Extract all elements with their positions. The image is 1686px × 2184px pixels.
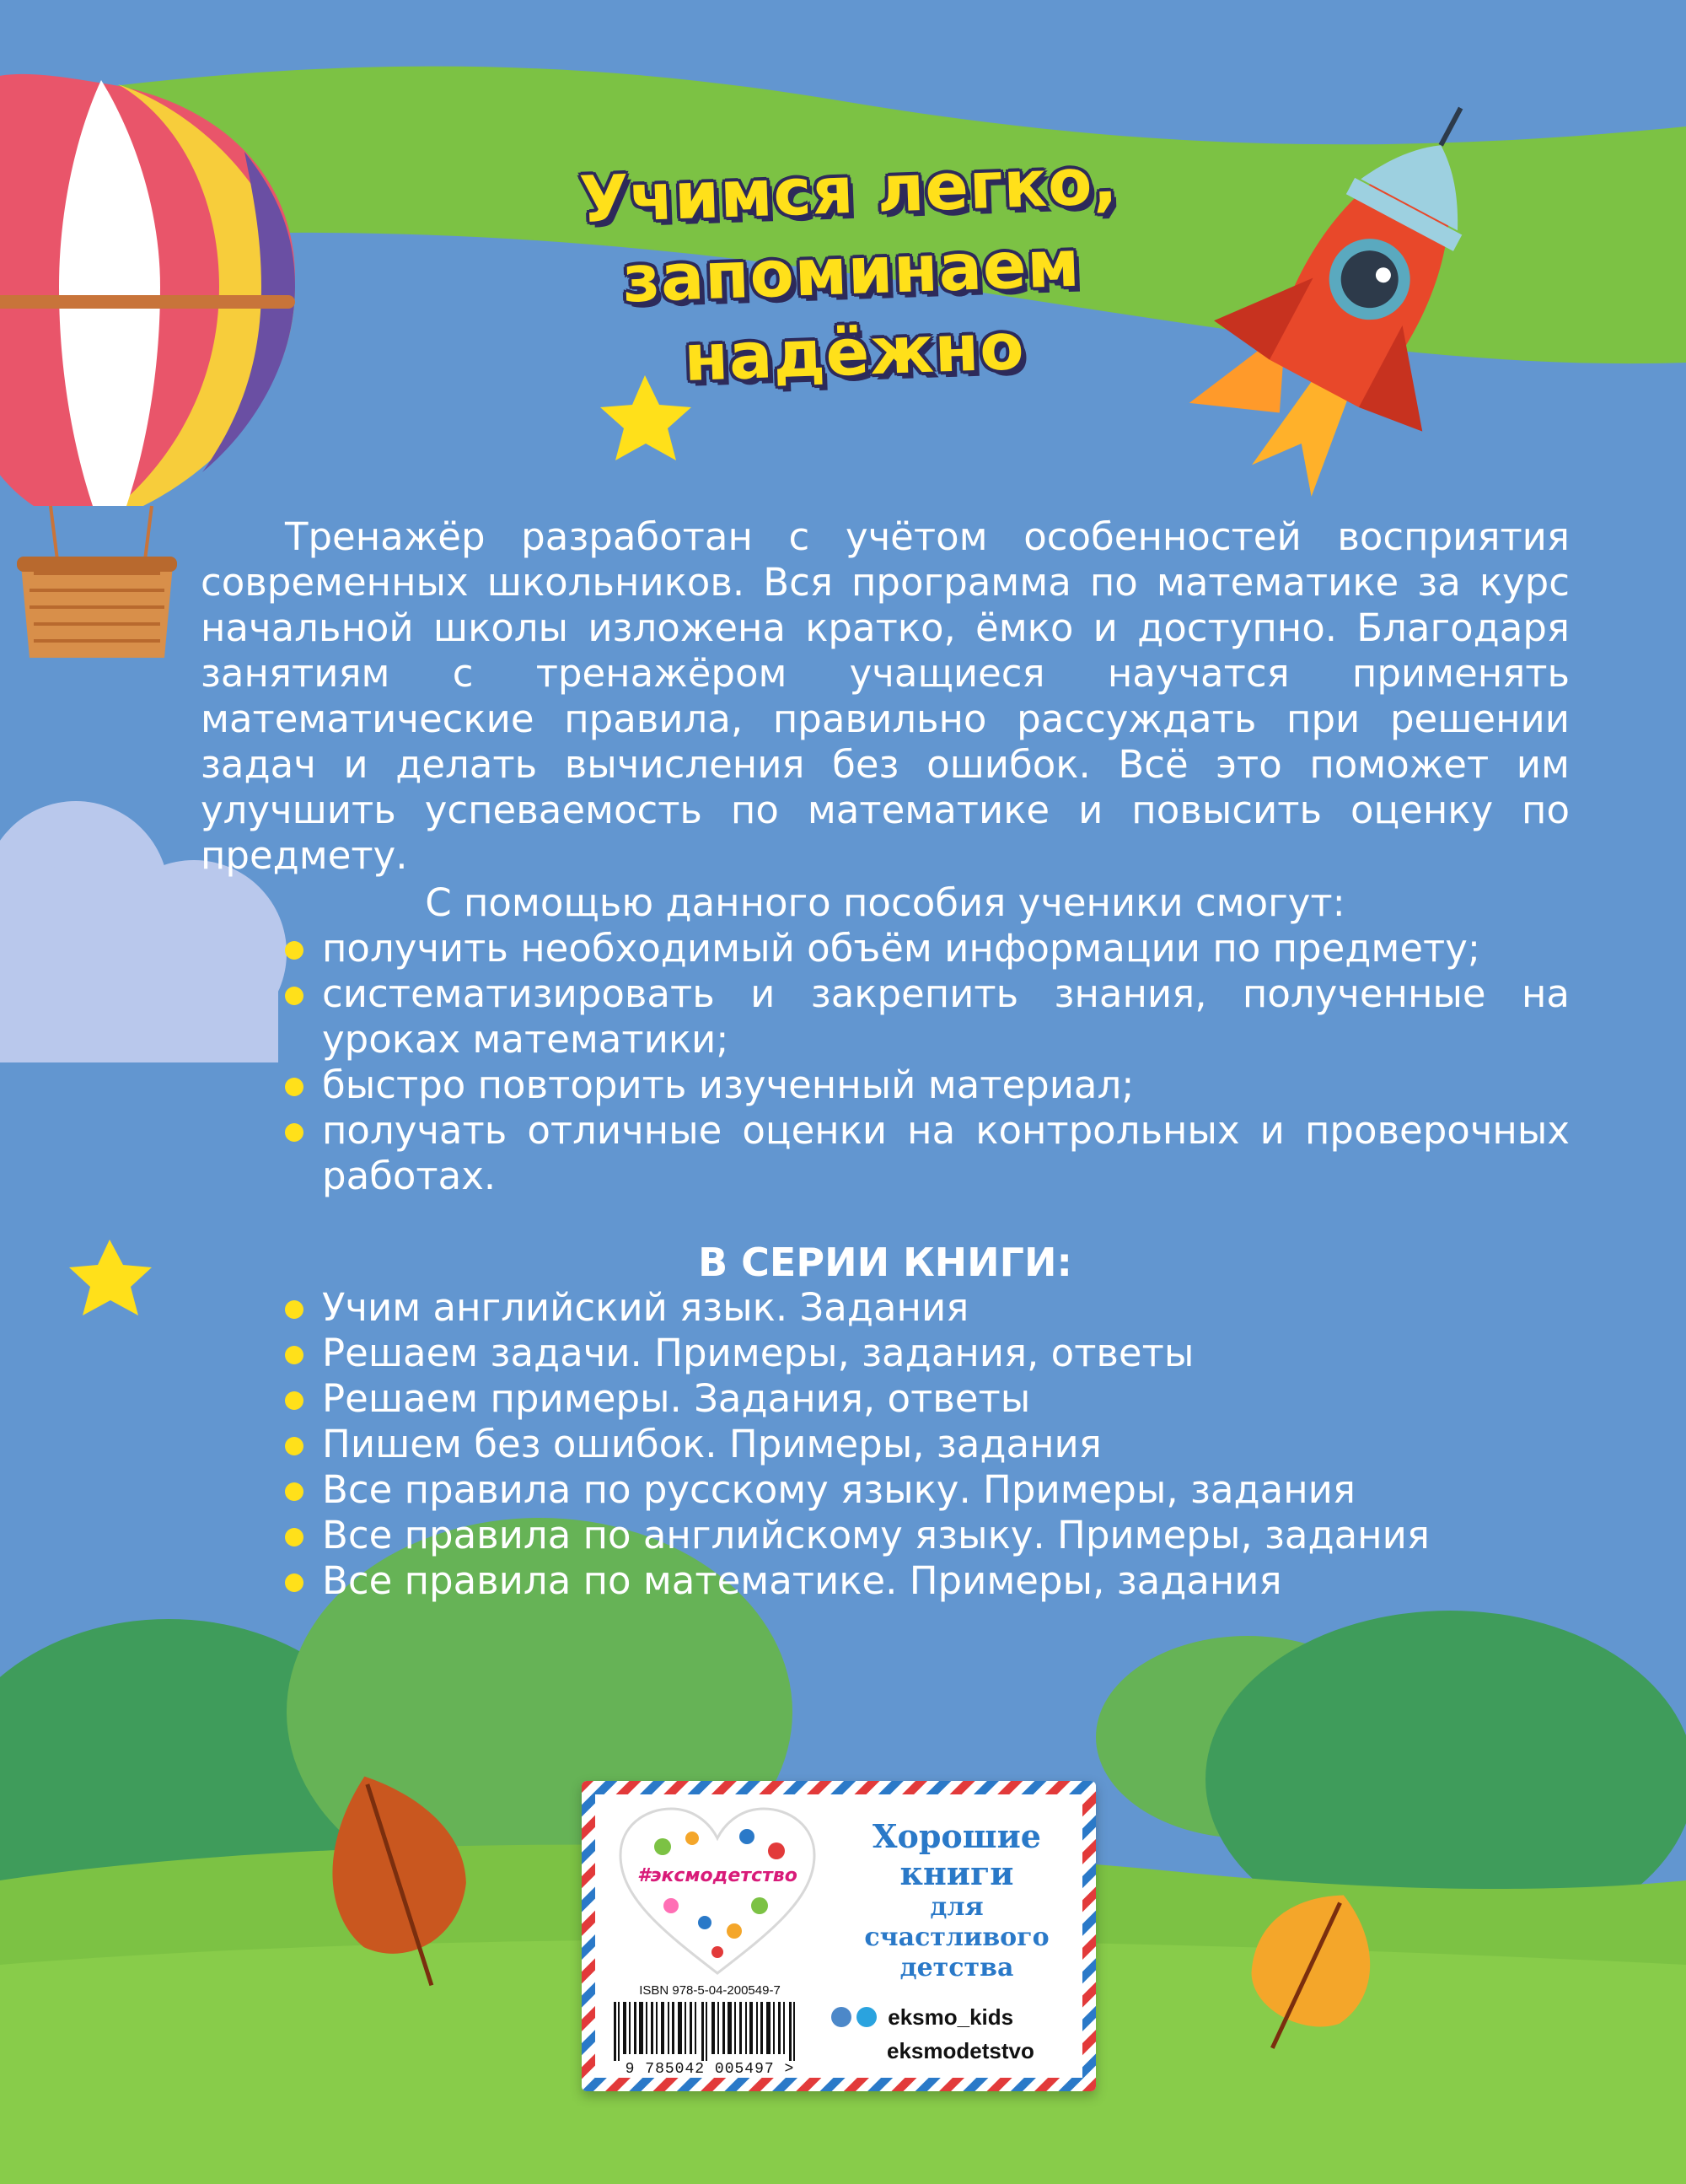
heading-line-1: Учимся легко, xyxy=(577,143,1120,238)
social-handle-2: eksmodetstvo xyxy=(887,2038,1034,2063)
telegram-icon xyxy=(856,2007,877,2027)
series-title: В СЕРИИ КНИГИ: xyxy=(698,1240,1072,1285)
benefits-lead: С помощью данного пособия ученики смогут: xyxy=(425,880,1345,925)
social-handle-1: eksmo_kids xyxy=(888,2004,1014,2030)
star-middle xyxy=(69,1240,152,1315)
list-item: Решаем задачи. Примеры, задания, ответы xyxy=(278,1331,1543,1376)
slogan-line-1: Хорошие xyxy=(873,1817,1041,1855)
page-heading xyxy=(468,137,1235,406)
list-item: Все правила по русскому языку. Примеры, задания xyxy=(278,1467,1543,1513)
vk-icon xyxy=(831,2007,851,2027)
social-row-2 xyxy=(831,2034,1076,2068)
barcode-digits: 9 785042 005497 > xyxy=(625,2061,795,2078)
bullet-icon xyxy=(285,1437,303,1455)
bullet-icon xyxy=(285,1482,303,1501)
hashtag-label: #эксмодетство xyxy=(637,1865,797,1886)
slogan-line-2: книги xyxy=(899,1854,1014,1892)
bullet-icon xyxy=(285,1300,303,1319)
barcode-bars xyxy=(609,2002,811,2061)
list-item: Все правила по математике. Примеры, задания xyxy=(278,1558,1543,1604)
intro-paragraph: Тренажёр разработан с учётом особенностей восприятия современных школьников. Вся программа по математике за курс начальной школы изложена кратко, ёмко и доступно. Благодаря занятиям с тренажёром учащиеся научатся применять математические правила, правильно рассуждать при решении задач и делать вычисления без ошибок. Всё это поможет им улучшить успеваемость по математике и повысить оценку по предмету. xyxy=(201,514,1570,878)
list-item: получать отличные оценки на контрольных и проверочных работах. xyxy=(278,1108,1570,1199)
list-item: Все правила по английскому языку. Примеры, задания xyxy=(278,1513,1543,1558)
slogan xyxy=(835,1818,1079,1983)
bullet-icon xyxy=(285,1346,303,1364)
list-item: Пишем без ошибок. Примеры, задания xyxy=(278,1422,1543,1467)
bullet-icon xyxy=(285,1573,303,1592)
bullet-icon xyxy=(285,1123,303,1142)
heading-line-2: запоминаем надёжно xyxy=(621,225,1082,395)
list-item: Решаем примеры. Задания, ответы xyxy=(278,1376,1543,1422)
heart-logo xyxy=(612,1805,823,1982)
series-list xyxy=(278,1285,1543,1604)
list-item: Учим английский язык. Задания xyxy=(278,1285,1543,1331)
social-row-1 xyxy=(831,2000,1076,2034)
social-links xyxy=(831,2000,1076,2068)
list-item: быстро повторить изученный материал; xyxy=(278,1062,1570,1108)
benefits-list xyxy=(278,926,1570,1199)
list-item: получить необходимый объём информации по предмету; xyxy=(278,926,1570,971)
slogan-line-4: детства xyxy=(899,1953,1014,1982)
bullet-icon xyxy=(285,1391,303,1410)
publisher-card xyxy=(582,1781,1096,2091)
bullet-icon xyxy=(285,1528,303,1547)
bullet-icon xyxy=(285,941,303,960)
isbn-label: ISBN 978-5-04-200549-7 xyxy=(639,1983,781,1998)
bullet-icon xyxy=(285,987,303,1005)
bullet-icon xyxy=(285,1078,303,1096)
list-item: систематизировать и закрепить знания, полученные на уроках математики; xyxy=(278,971,1570,1062)
barcode xyxy=(604,1983,816,2076)
slogan-line-3: для счастливого xyxy=(864,1892,1050,1952)
